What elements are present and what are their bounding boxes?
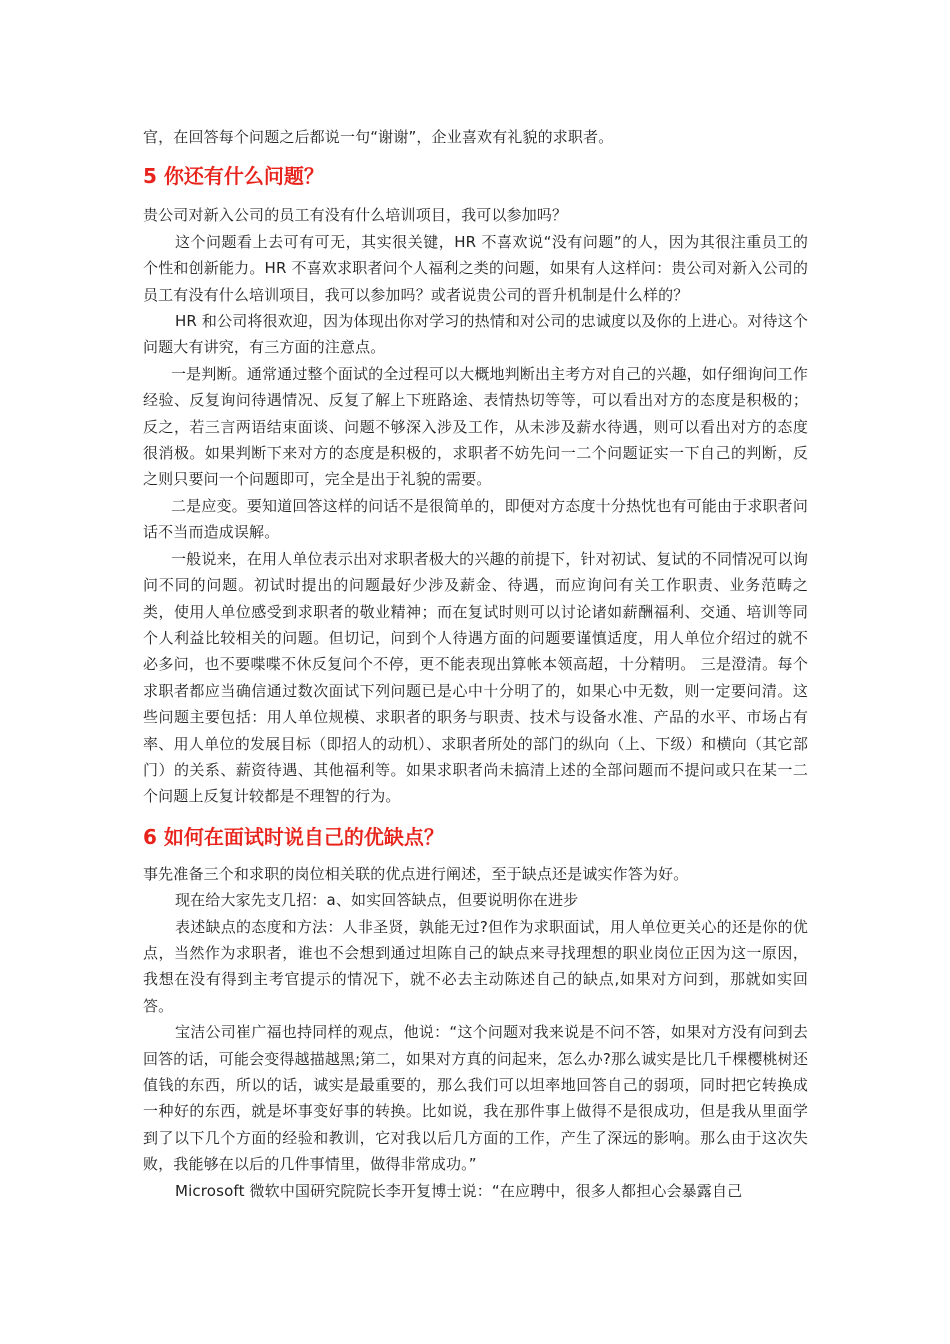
s5-paragraph-2: 这个问题看上去可有可无，其实很关键，HR 不喜欢说“没有问题”的人，因为其很注重员工的个性和创新能力。HR 不喜欢求职者问个人福利之类的问题，如果有人这样问：贵公司对新入公司的员工有没有什么培训项目，我可以参加吗？或者说贵公司的晋升机制是什么样的？ bbox=[143, 232, 808, 304]
intro-line: 官，在回答每个问题之后都说一句“谢谢”，企业喜欢有礼貌的求职者。 bbox=[143, 128, 614, 146]
s5-paragraph-5: 二是应变。要知道回答这样的问话不是很简单的，即便对方态度十分热忱也有可能由于求职者问话不当而造成误解。 bbox=[143, 496, 808, 542]
s6-paragraph-2: 现在给大家先支几招：a、如实回答缺点，但要说明你在进步 bbox=[175, 891, 579, 910]
section-6-heading: 6 如何在面试时说自己的优缺点？ bbox=[143, 824, 444, 849]
s5-paragraph-1: 贵公司对新入公司的员工有没有什么培训项目，我可以参加吗？ bbox=[143, 206, 568, 225]
s5-paragraph-3: HR 和公司将很欢迎，因为体现出你对学习的热情和对公司的忠诚度以及你的上进心。对待这个问题大有讲究，有三方面的注意点。 bbox=[143, 312, 808, 357]
s5-paragraph-4: 一是判断。通常通过整个面试的全过程可以大概地判断出主考方对自己的兴趣，如仔细询问工作经验、反复询问待遇情况、反复了解上下班路途、表情热切等等，可以看出对方的态度是积极的；反之，若三言两语结束面谈、问题不够深入涉及工作，从未涉及薪水待遇，则可以看出对方的态度很消极。如果判断下来对方的态度是积极的，求职者不妨先问一二个问题证实一下自己的判断，反之则只要问一个问题即可，完全是出于礼貌的需要。 bbox=[143, 364, 808, 489]
s5-paragraph-6: 一般说来，在用人单位表示出对求职者极大的兴趣的前提下，针对初试、复试的不同情况可以询问不同的问题。初试时提出的问题最好少涉及薪金、待遇，而应询问有关工作职责、业务范畴之类，使用人单位感受到求职者的敬业精神；而在复试时则可以讨论诸如薪酬福利、交通、培训等同个人利益比较相关的问题。但切记，问到个人待遇方面的问题要谨慎适度，用人单位介绍过的就不必多问，也不要喋喋不休反复问个不停，更不能表现出算帐本领高超，十分精明。 三是澄清。每个求职者都应当确信通过数次面试下列问题已是心中十分明了的，如果心中无数，则一定要问清。这些问题主要包括：用人单位规模、求职者的职务与职责、技术与设备水准、产品的水平、市场占有率、用人单位的发展目标（即招人的动机）、求职者所处的部门的纵向（上、下级）和横向（其它部门）的关系、薪资待遇、其他福利等。如果求职者尚未搞清上述的全部问题而不提问或只在某一二个问题上反复计较都是不理智的行为。 bbox=[143, 549, 808, 806]
s6-paragraph-3: 表述缺点的态度和方法：人非圣贤，孰能无过?但作为求职面试，用人单位更关心的还是你的优点，当然作为求职者，谁也不会想到通过坦陈自己的缺点来寻找理想的职业岗位正因为这一原因，我想在没有得到主考官提示的情况下，就不必去主动陈述自己的缺点,如果对方问到，那就如实回答。 bbox=[143, 917, 808, 1015]
s6-paragraph-5: Microsoft 微软中国研究院院长李开复博士说：“在应聘中，很多人都担心会暴露自己 bbox=[175, 1181, 743, 1200]
section-5-heading: 5 你还有什么问题？ bbox=[143, 164, 324, 189]
s6-paragraph-1: 事先准备三个和求职的岗位相关联的优点进行阐述，至于缺点还是诚实作答为好。 bbox=[143, 864, 689, 883]
s6-paragraph-4: 宝洁公司崔广福也持同样的观点，他说：“这个问题对我来说是不问不答，如果对方没有问到去回答的话，可能会变得越描越黑;第二，如果对方真的问起来，怎么办?那么诚实是比几千棵樱桃树还值钱的东西，所以的话，诚实是最重要的，那么我们可以坦率地回答自己的弱项，同时把它转换成一种好的东西，就是坏事变好事的转换。比如说，我在那件事上做得不是很成功，但是我从里面学到了以下几个方面的经验和教训，它对我以后几方面的工作，产生了深远的影响。那么由于这次失败，我能够在以后的几件事情里，做得非常成功。” bbox=[143, 1023, 808, 1174]
document-page bbox=[143, 124, 808, 1204]
